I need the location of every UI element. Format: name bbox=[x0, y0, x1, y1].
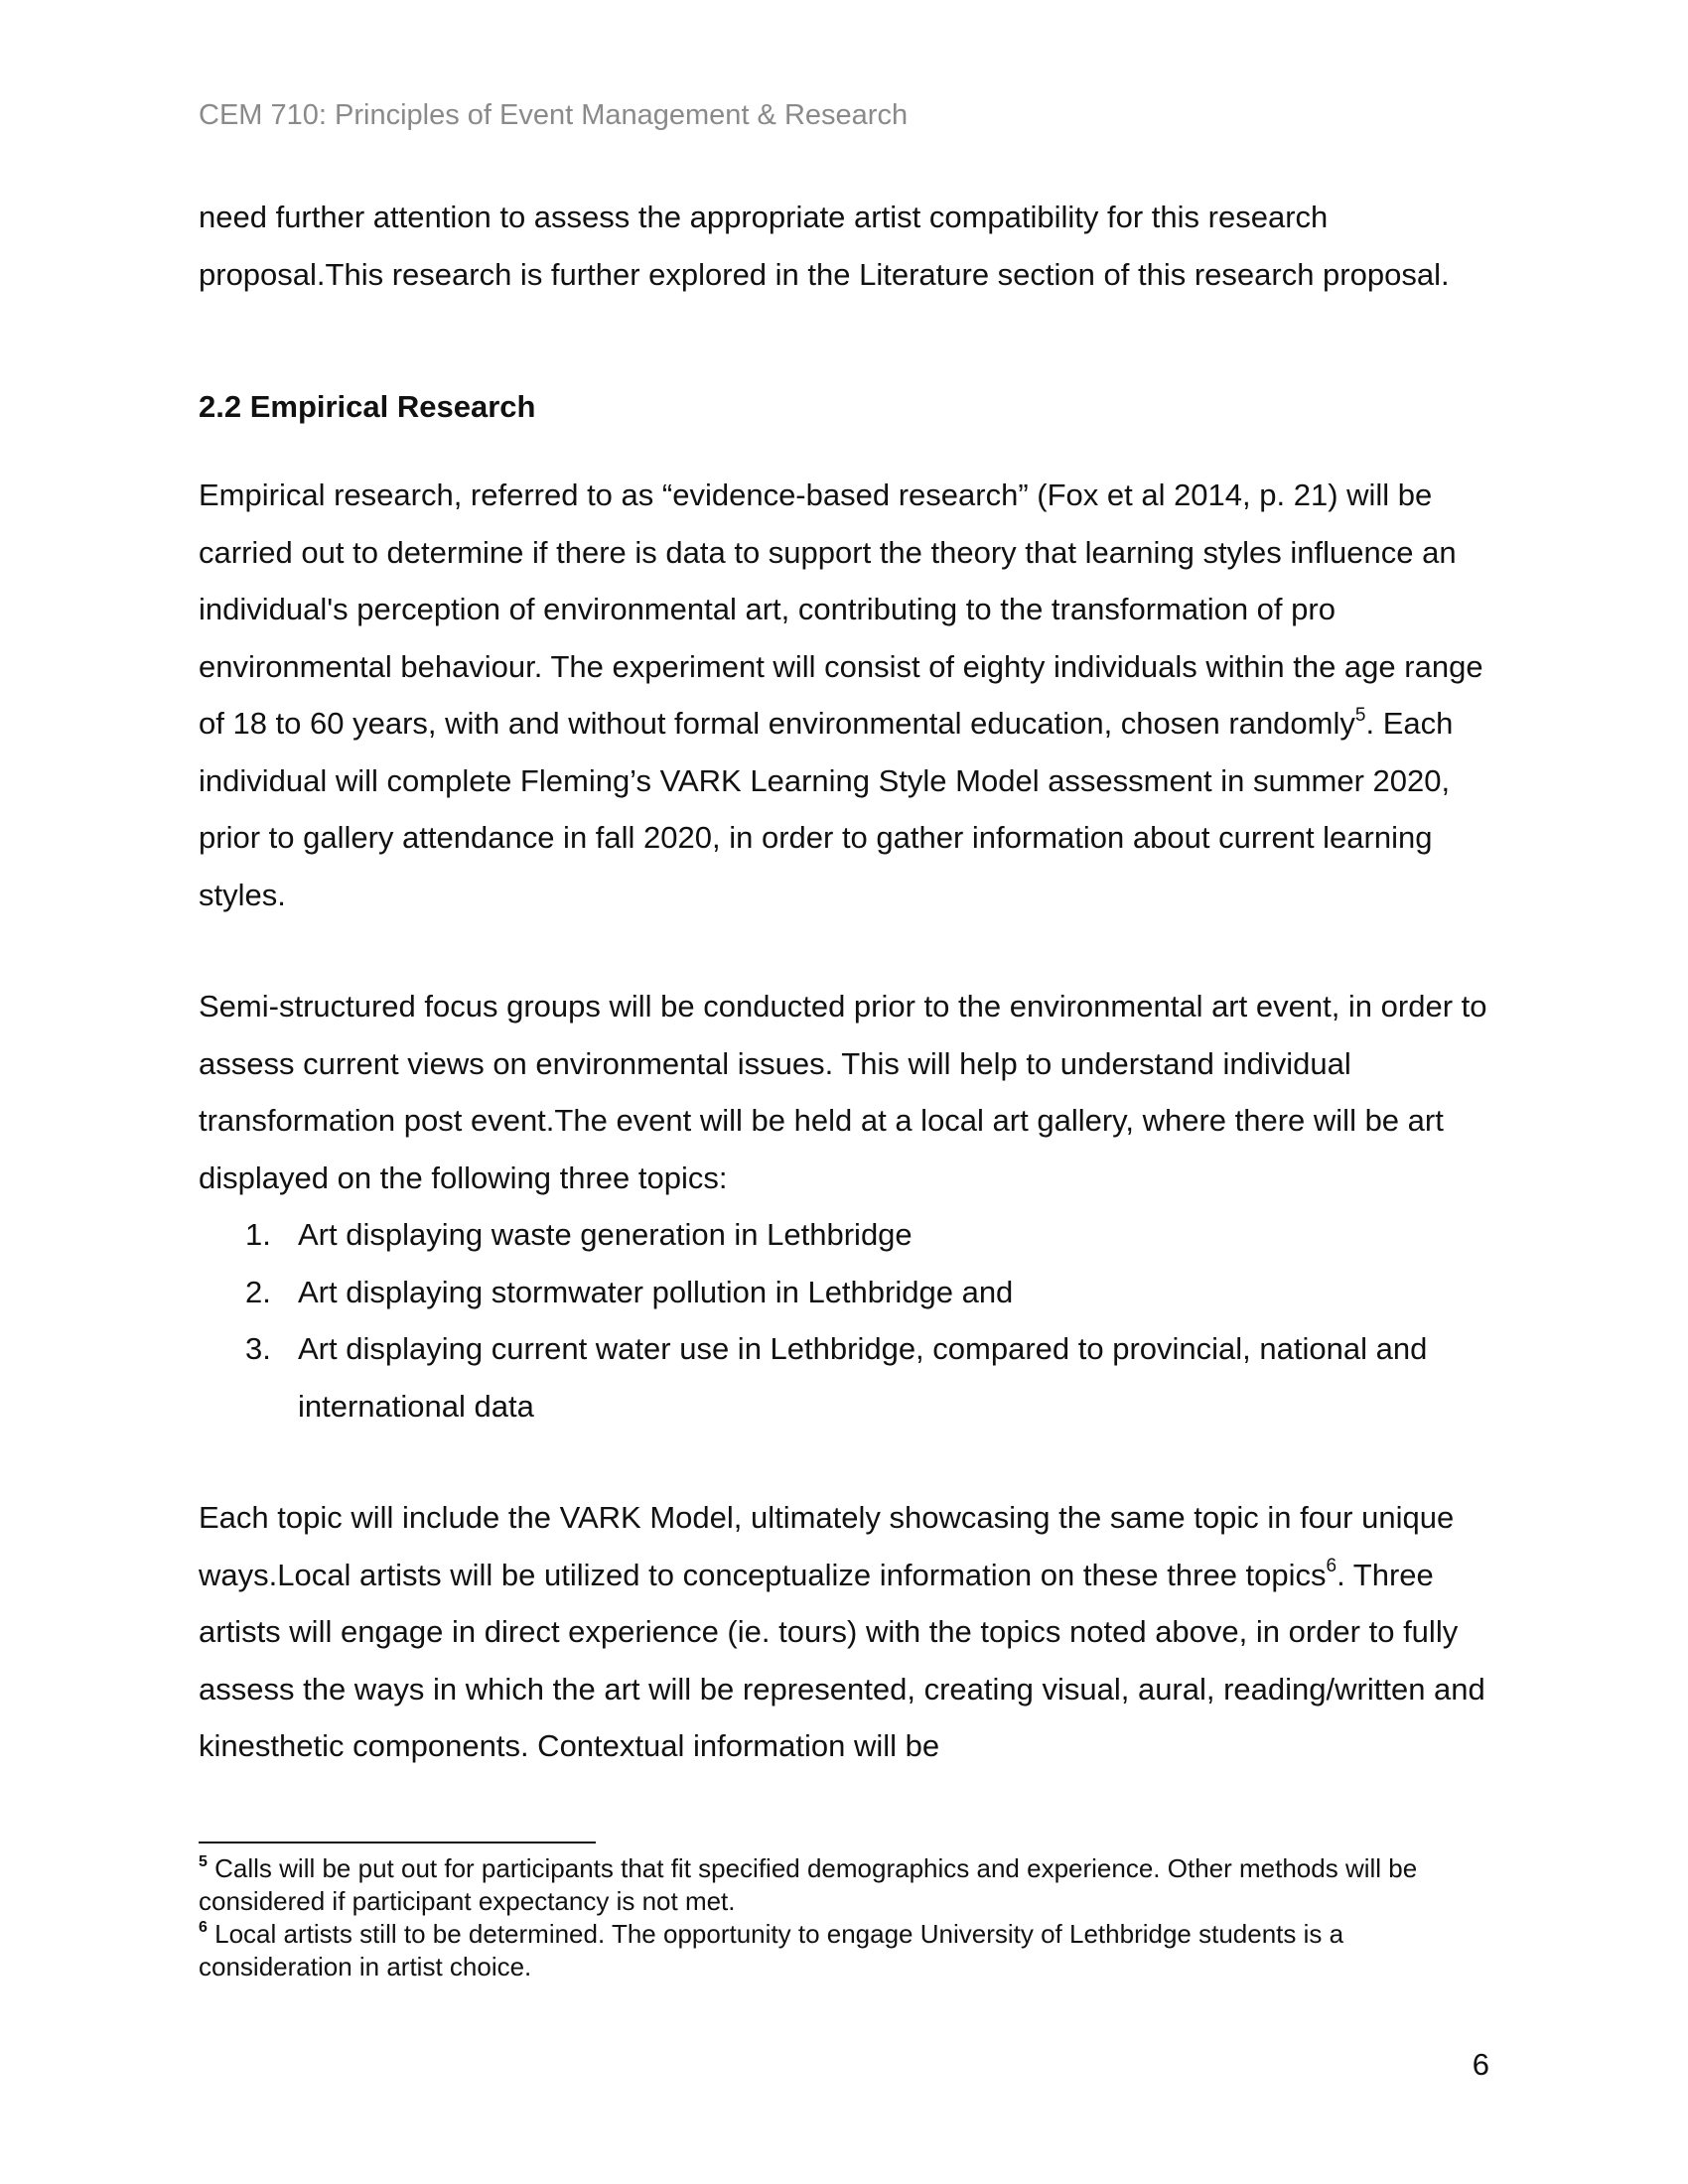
paragraph-focus-groups: Semi-structured focus groups will be conducted prior to the environmental art event, in order to assess current views on environmental issues. This will help to understand individual transformation post event.The event will be held at a local art gallery, where there will be art displayed on the following three topics: bbox=[199, 989, 1487, 1195]
list-item-number: 3. bbox=[245, 1331, 271, 1366]
paragraph-text: Empirical research, referred to as “evidence-based research” (Fox et al 2014, p. 21) will be carried out to determine if there is data to support the theory that learning styles influence an individual's perception of environmental art, contributing to the transformation of pro environmental behaviour. The experiment will consist of eighty individuals within the age range of 18 to 60 years, with and without formal environmental education, chosen randomly bbox=[199, 478, 1483, 741]
paragraph-text: Each topic will include the VARK Model, ultimately showcasing the same topic in four unique ways.Local artists will be utilized to conceptualize information on these three topics bbox=[199, 1500, 1455, 1592]
list-item-text: Art displaying current water use in Lethbridge, compared to provincial, national and international data bbox=[298, 1331, 1428, 1424]
footnote bbox=[199, 1852, 1489, 1918]
intro-paragraph: need further attention to assess the appropriate artist compatibility for this research proposal.This research is further explored in the Literature section of this research proposal. bbox=[199, 200, 1450, 292]
running-header: CEM 710: Principles of Event Management & Research bbox=[199, 99, 909, 131]
paragraph-vark-model bbox=[199, 1489, 1489, 1775]
footnote-mark: 6 bbox=[199, 1919, 208, 1937]
footnote bbox=[199, 1918, 1489, 1983]
footnote-separator bbox=[199, 1842, 596, 1843]
footnote-text: Calls will be put out for participants that fit specified demographics and experience. Other methods will be considered if participant expectancy is not met. bbox=[199, 1853, 1418, 1916]
page-number: 6 bbox=[1472, 2047, 1489, 2082]
list-item-text: Art displaying waste generation in Lethbridge bbox=[298, 1217, 913, 1252]
footnote-mark: 5 bbox=[199, 1853, 208, 1871]
list-item-number: 2. bbox=[245, 1274, 271, 1309]
topics-list bbox=[199, 1206, 1489, 1434]
footnote-reference[interactable]: 6 bbox=[1326, 1556, 1337, 1577]
paragraph-text: . Each individual will complete Fleming’s VARK Learning Style Model assessment in summer 2020, prior to gallery attendance in fall 2020, in order to gather information about current learning styles. bbox=[199, 706, 1454, 912]
list-item bbox=[199, 1264, 1489, 1321]
section-heading: 2.2 Empirical Research bbox=[199, 389, 536, 424]
paragraph-empirical-research bbox=[199, 467, 1489, 923]
footnote-reference[interactable]: 5 bbox=[1354, 704, 1366, 726]
list-item bbox=[199, 1206, 1489, 1264]
list-item-number: 1. bbox=[245, 1217, 271, 1252]
paragraph-text: . Three artists will engage in direct experience (ie. tours) with the topics noted above, in order to fully assess the ways in which the art will be represented, creating visual, aural, reading/written and kinesthetic components. Contextual information will be bbox=[199, 1557, 1485, 1763]
footnotes bbox=[199, 1852, 1489, 1983]
list-item bbox=[199, 1320, 1489, 1434]
list-item-text: Art displaying stormwater pollution in Lethbridge and bbox=[298, 1274, 1014, 1309]
footnote-text: Local artists still to be determined. The opportunity to engage University of Lethbridge students is a consideration in artist choice. bbox=[199, 1919, 1344, 1981]
